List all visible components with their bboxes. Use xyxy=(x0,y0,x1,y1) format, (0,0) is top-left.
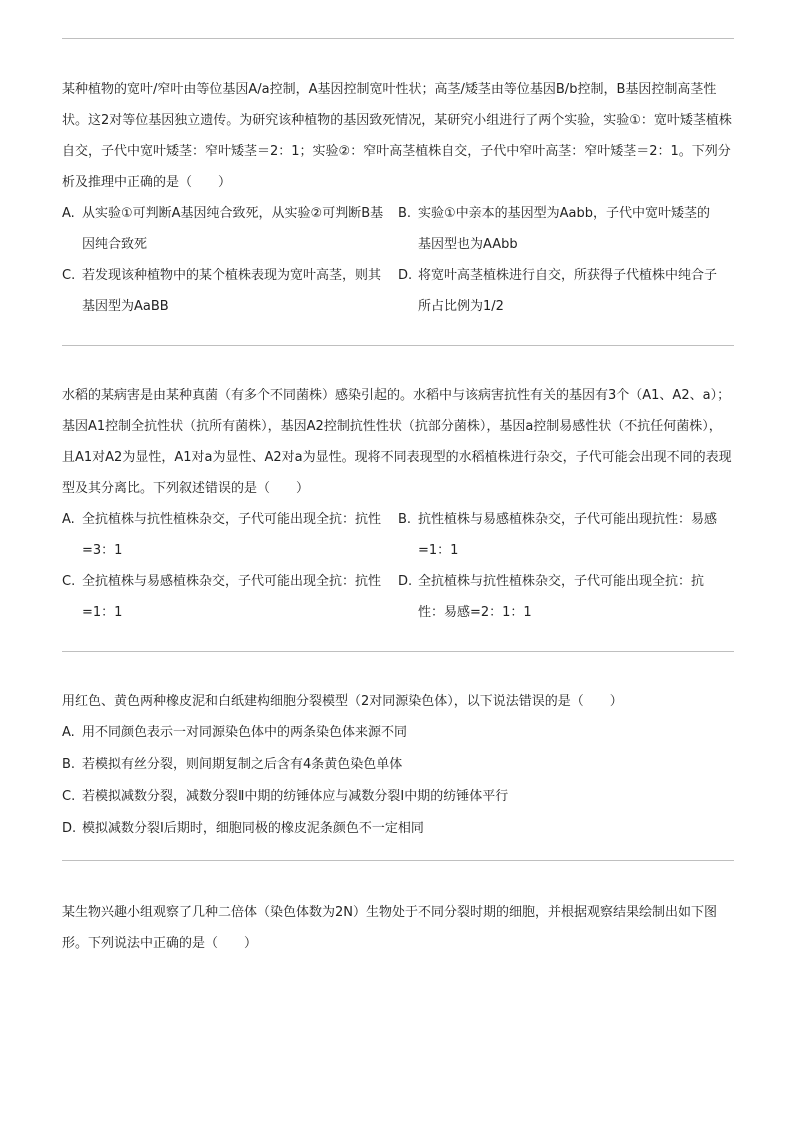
option-d[interactable] xyxy=(62,813,734,845)
question-3 xyxy=(62,686,734,845)
option-text: 全抗植株与抗性植株杂交，子代可能出现全抗：抗性=3：1 xyxy=(82,512,382,558)
option-text: 用不同颜色表示一对同源染色体中的两条染色体来源不同 xyxy=(82,725,408,740)
divider xyxy=(62,860,734,861)
question-stem: 水稻的某病害是由某种真菌（有多个不同菌株）感染引起的。水稻中与该病害抗性有关的基因有3个（A1、A2、a）；基因A1控制全抗性状（抗所有菌株），基因A2控制抗性性状（抗部分菌株），基因a控制易感性状（不抗任何菌株），且A1对A2为显性，A1对a为显性、A2对a为显性。现将不同表现型的水稻植株进行杂交，子代可能会出现不同的表现型及其分离比。下列叙述错误的是（ ） xyxy=(62,388,732,496)
divider xyxy=(62,651,734,652)
option-text: 若模拟有丝分裂，则间期复制之后含有4条黄色染色单体 xyxy=(82,757,403,772)
option-b[interactable] xyxy=(398,198,734,260)
option-b[interactable] xyxy=(62,749,734,781)
divider xyxy=(62,345,734,346)
option-text: 全抗植株与抗性植株杂交，子代可能出现全抗：抗性：易感=2：1：1 xyxy=(418,574,705,620)
question-1 xyxy=(62,74,734,322)
question-stem: 某种植物的宽叶/窄叶由等位基因A/a控制，A基因控制宽叶性状；高茎/矮茎由等位基因B/b控制，B基因控制高茎性状。这2对等位基因独立遗传。为研究该种植物的基因致死情况，某研究小组进行了两个实验，实验①：宽叶矮茎植株自交，子代中宽叶矮茎：窄叶矮茎＝2：1；实验②：窄叶高茎植株自交，子代中窄叶高茎：窄叶矮茎＝2：1。下列分析及推理中正确的是（ ） xyxy=(62,82,732,190)
options-grid xyxy=(62,198,734,322)
option-text: 模拟减数分裂Ⅰ后期时，细胞同极的橡皮泥条颜色不一定相同 xyxy=(82,821,424,836)
option-text: 抗性植株与易感植株杂交，子代可能出现抗性：易感=1：1 xyxy=(418,512,718,558)
option-b[interactable] xyxy=(398,504,734,566)
option-c[interactable] xyxy=(62,260,398,322)
question-stem: 用红色、黄色两种橡皮泥和白纸建构细胞分裂模型（2对同源染色体），以下说法错误的是（ ） xyxy=(62,694,623,709)
question-4 xyxy=(62,897,734,959)
option-c[interactable] xyxy=(62,566,398,628)
question-2 xyxy=(62,380,734,628)
option-text: 将宽叶高茎植株进行自交，所获得子代植株中纯合子所占比例为1/2 xyxy=(418,268,718,314)
option-a[interactable] xyxy=(62,504,398,566)
option-a[interactable] xyxy=(62,717,734,749)
option-letter: D. xyxy=(398,268,413,283)
option-a[interactable] xyxy=(62,198,398,260)
options-grid xyxy=(62,504,734,628)
option-letter: B. xyxy=(398,512,412,527)
option-d[interactable] xyxy=(398,260,734,322)
option-letter: B. xyxy=(398,206,412,221)
option-letter: A. xyxy=(62,725,75,740)
question-stem: 某生物兴趣小组观察了几种二倍体（染色体数为2N）生物处于不同分裂时期的细胞，并根据观察结果绘制出如下图形。下列说法中正确的是（ ） xyxy=(62,905,717,951)
option-text: 若发现该种植物中的某个植株表现为宽叶高茎，则其基因型为AaBB xyxy=(82,268,382,314)
option-letter: D. xyxy=(62,821,77,836)
divider xyxy=(62,38,734,39)
option-text: 全抗植株与易感植株杂交，子代可能出现全抗：抗性=1：1 xyxy=(82,574,382,620)
option-c[interactable] xyxy=(62,781,734,813)
option-text: 从实验①可判断A基因纯合致死，从实验②可判断B基因纯合致死 xyxy=(82,206,384,252)
option-letter: B. xyxy=(62,757,76,772)
option-d[interactable] xyxy=(398,566,734,628)
option-text: 若模拟减数分裂，减数分裂Ⅱ中期的纺锤体应与减数分裂Ⅰ中期的纺锤体平行 xyxy=(82,789,509,804)
option-text: 实验①中亲本的基因型为Aabb，子代中宽叶矮茎的基因型也为AAbb xyxy=(418,206,711,252)
option-letter: D. xyxy=(398,574,413,589)
option-letter: A. xyxy=(62,206,75,221)
options-list xyxy=(62,717,734,845)
option-letter: C. xyxy=(62,789,76,804)
option-letter: A. xyxy=(62,512,75,527)
option-letter: C. xyxy=(62,268,76,283)
option-letter: C. xyxy=(62,574,76,589)
